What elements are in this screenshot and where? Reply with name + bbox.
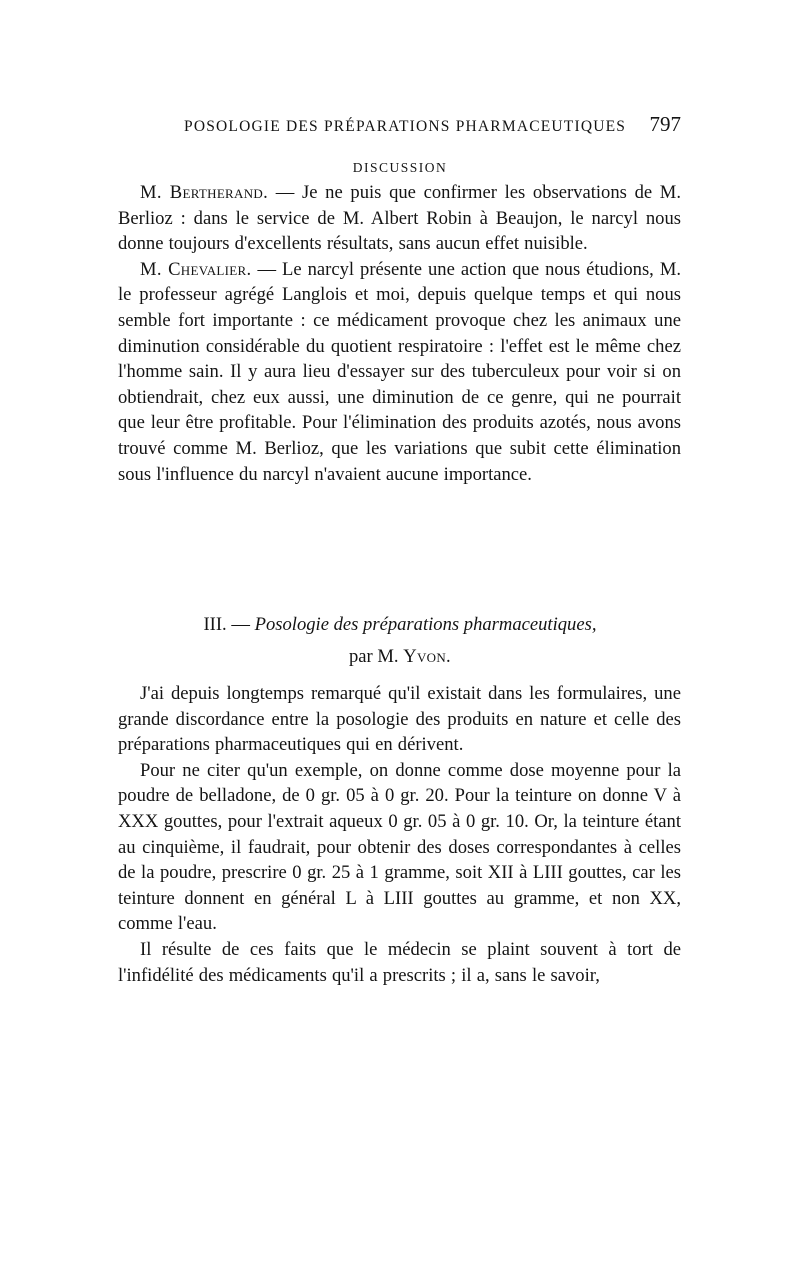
- author-name: Yvon.: [403, 646, 451, 667]
- discussion-paragraph: [118, 180, 681, 257]
- article-byline: [0, 644, 800, 670]
- article-number: III. —: [203, 614, 250, 635]
- body-paragraph: Il résulte de ces faits que le médecin se plaint souvent à tort de l'infidélité des médicaments qu'il a prescrits ; il a, sans le savoir,: [118, 938, 681, 986]
- article-body: [118, 681, 681, 988]
- discussion-paragraph: [118, 257, 681, 487]
- discussion-text: — Le narcyl présente une action que nous étudions, M. le professeur agrégé Langlois et moi, depuis quelque temps et qui nous semble fort importante : ce médicament provoque chez les animaux une diminution considérable du quotient respiratoire : l'effet est le même chez l'homme sain. Il y aura lieu d'essayer sur des tuberculeux pour voir si on obtiendrait, chez eux aussi, une diminution de ce genre, qui ne pourrait que leur être profitable. Pour l'élimination des produits azotés, nous avons trouvé comme M. Berlioz, que les variations que subit cette élimination sous l'influence du narcyl n'avaient aucune importance.: [118, 258, 681, 485]
- byline-prefix: par M.: [349, 646, 399, 667]
- running-title: POSOLOGIE DES PRÉPARATIONS PHARMACEUTIQUES: [184, 118, 627, 135]
- discussion-block: [118, 180, 681, 487]
- article-title: [0, 612, 800, 638]
- article-title-text: Posologie des préparations pharmaceutiques,: [254, 614, 597, 635]
- running-head: [184, 112, 681, 137]
- discussion-text: — Je ne puis que confirmer les observations de M. Berlioz : dans le service de M. Albert Robin à Beaujon, le narcyl nous donne toujours d'excellents résultats, sans aucun effet nuisible.: [118, 182, 681, 255]
- body-paragraph: J'ai depuis longtemps remarqué qu'il existait dans les formulaires, une grande discordance entre la posologie des produits en nature et celle des préparations pharmaceutiques qui en dérivent.: [118, 683, 681, 756]
- speaker-name: M. Bertherand.: [140, 182, 269, 203]
- body-paragraph: Pour ne citer qu'un exemple, on donne comme dose moyenne pour la poudre de belladone, de 0 gr. 05 à 0 gr. 20. Pour la teinture on donne V à XXX gouttes, pour l'extrait aqueux 0 gr. 05 à 0 gr. 10. Or, la teinture étant au cinquième, il faudrait, pour obtenir des doses correspondantes à celles de la poudre, prescrire 0 gr. 25 à 1 gramme, soit XII à LIII gouttes, car les teinture donnent en général L à LIII gouttes au gramme, et non XX, comme l'eau.: [118, 759, 681, 935]
- speaker-name: M. Chevalier.: [140, 258, 252, 280]
- section-label: DISCUSSION: [352, 160, 448, 175]
- page-number: 797: [649, 112, 681, 136]
